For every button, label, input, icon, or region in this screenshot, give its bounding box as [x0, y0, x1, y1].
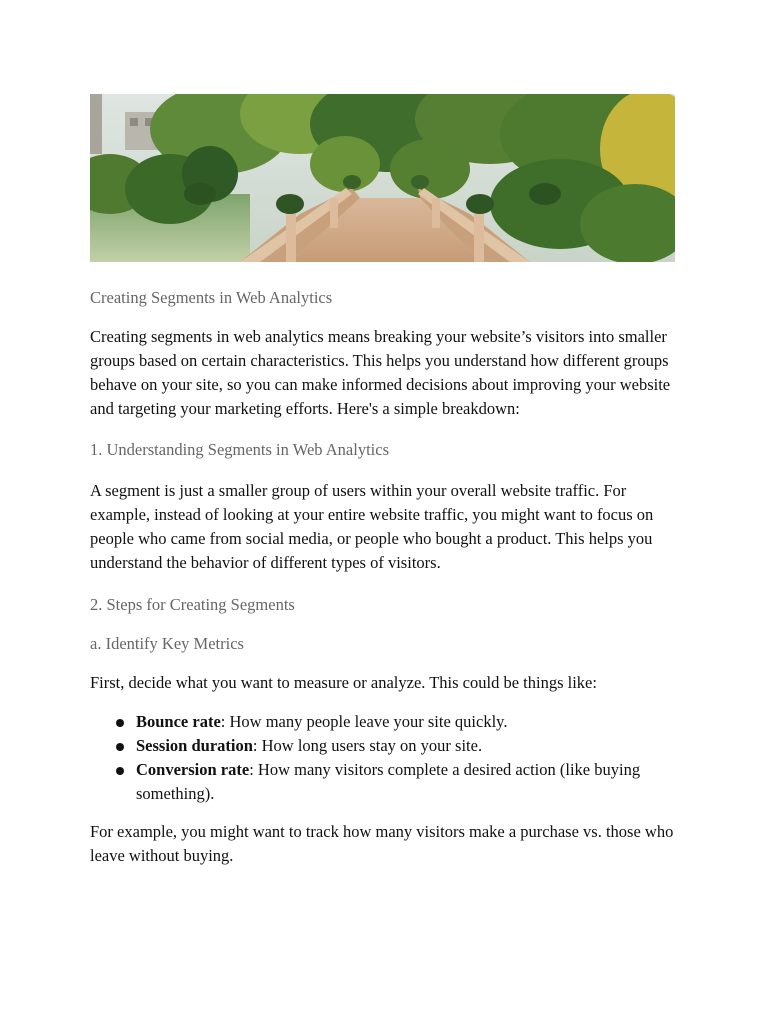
- metric-description: : How many people leave your site quickly.: [220, 712, 508, 731]
- subsection-a-closing: For example, you might want to track how many visitors make a purchase vs. those who leave without buying.: [90, 822, 674, 865]
- list-item: [90, 710, 678, 734]
- list-item: [90, 734, 678, 758]
- section2-heading: 2. Steps for Creating Segments: [90, 595, 295, 614]
- list-item: [90, 758, 678, 806]
- metrics-list: [90, 710, 678, 806]
- metric-description: : How many visitors complete a desired action (like buying something).: [136, 760, 641, 803]
- bullet-icon: [116, 719, 124, 727]
- section1-body: A segment is just a smaller group of users within your overall website traffic. For example, instead of looking at your entire website traffic, you might want to focus on people who came from social media, or people who bought a product. This helps you understand the behavior of different types of visitors.: [90, 481, 654, 572]
- metric-description: : How long users stay on your site.: [252, 736, 483, 755]
- metric-term: Conversion rate: [136, 760, 250, 779]
- intro-paragraph: Creating segments in web analytics means breaking your website’s visitors into smaller groups based on certain characteristics. This helps you understand how different groups behave on your site, so you can make informed decisions about improving your website and targeting your marketing efforts. Here's a simple breakdown:: [90, 327, 671, 418]
- bullet-icon: [116, 767, 124, 775]
- hero-image: [90, 94, 675, 262]
- subsection-a-heading: a. Identify Key Metrics: [90, 634, 244, 653]
- page-title: Creating Segments in Web Analytics: [90, 288, 333, 307]
- bullet-icon: [116, 743, 124, 751]
- section1-heading: 1. Understanding Segments in Web Analytics: [90, 440, 389, 459]
- metric-term: Session duration: [136, 736, 253, 755]
- metric-term: Bounce rate: [136, 712, 221, 731]
- subsection-a-lead: First, decide what you want to measure or analyze. This could be things like:: [90, 673, 597, 692]
- document-page: [90, 94, 678, 868]
